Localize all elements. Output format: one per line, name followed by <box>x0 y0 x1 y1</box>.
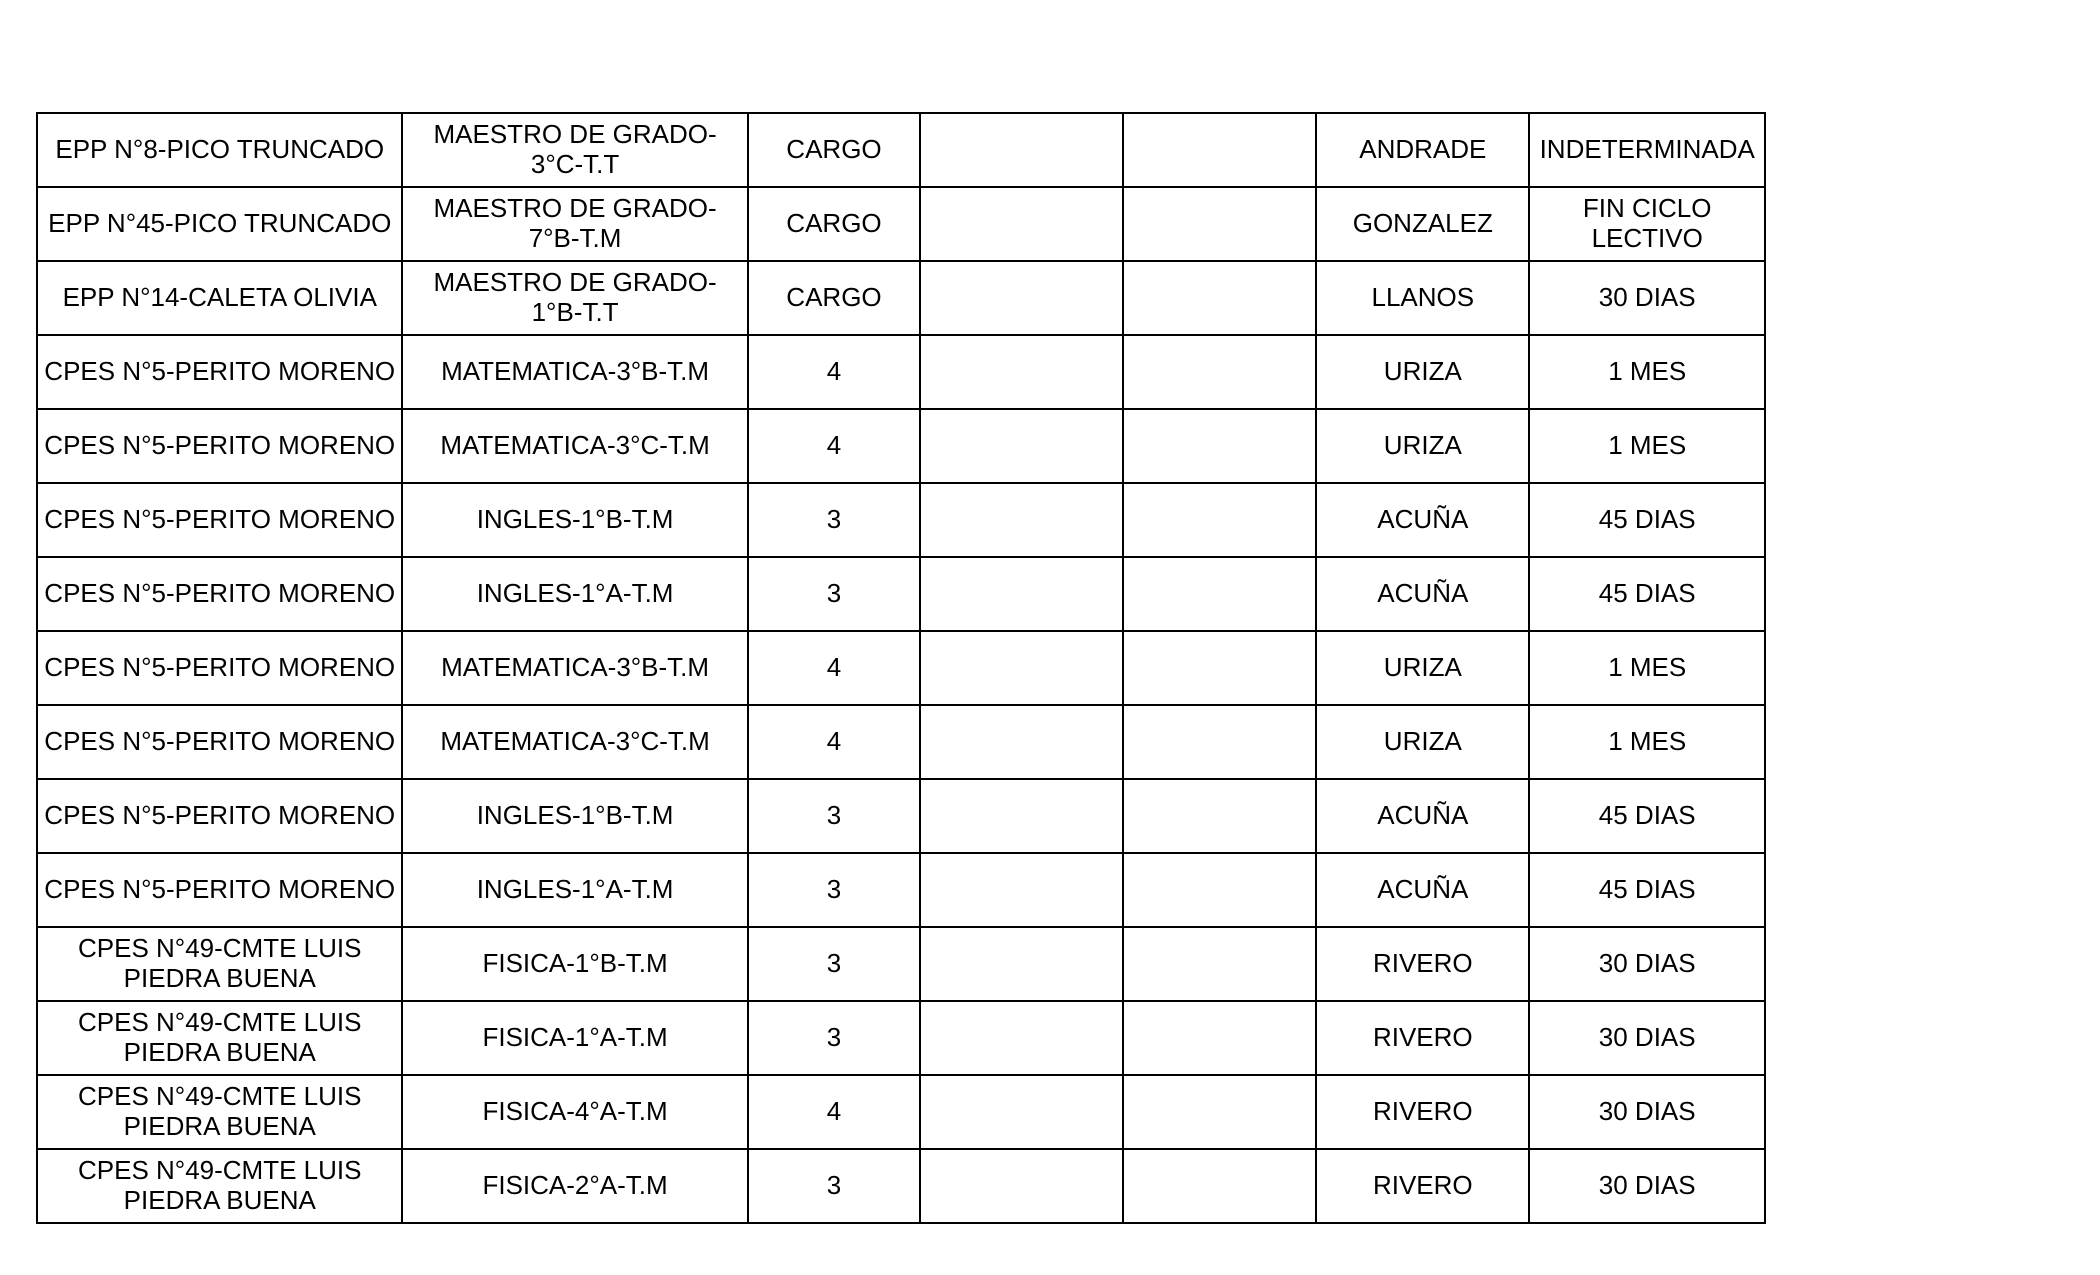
cell-school: CPES N°49-CMTE LUIS PIEDRA BUENA <box>37 1075 402 1149</box>
cell-school: EPP N°8-PICO TRUNCADO <box>37 113 402 187</box>
table-row <box>37 1001 1765 1075</box>
cell-blank-1 <box>920 853 1123 927</box>
cell-position: MAESTRO DE GRADO-3°C-T.T <box>402 113 747 187</box>
cell-duration: 1 MES <box>1529 631 1765 705</box>
cell-duration: INDETERMINADA <box>1529 113 1765 187</box>
cell-blank-1 <box>920 631 1123 705</box>
cell-position: INGLES-1°A-T.M <box>402 557 747 631</box>
cell-hours: 3 <box>748 927 921 1001</box>
cell-school: CPES N°49-CMTE LUIS PIEDRA BUENA <box>37 927 402 1001</box>
table-row <box>37 557 1765 631</box>
cell-school: CPES N°5-PERITO MORENO <box>37 705 402 779</box>
cell-hours: 3 <box>748 1001 921 1075</box>
cell-duration: 1 MES <box>1529 705 1765 779</box>
assignments-table-body <box>37 113 1765 1223</box>
cell-blank-1 <box>920 409 1123 483</box>
cell-blank-1 <box>920 779 1123 853</box>
cell-blank-2 <box>1123 1001 1316 1075</box>
cell-duration: 30 DIAS <box>1529 1075 1765 1149</box>
cell-name: RIVERO <box>1316 1075 1529 1149</box>
cell-blank-1 <box>920 1149 1123 1223</box>
cell-blank-2 <box>1123 631 1316 705</box>
table-row <box>37 409 1765 483</box>
table-row <box>37 187 1765 261</box>
cell-duration: 1 MES <box>1529 335 1765 409</box>
cell-school: CPES N°5-PERITO MORENO <box>37 409 402 483</box>
cell-blank-2 <box>1123 261 1316 335</box>
cell-blank-1 <box>920 1001 1123 1075</box>
cell-name: ACUÑA <box>1316 779 1529 853</box>
table-row <box>37 335 1765 409</box>
cell-name: ACUÑA <box>1316 557 1529 631</box>
cell-blank-2 <box>1123 853 1316 927</box>
cell-blank-1 <box>920 705 1123 779</box>
cell-position: MAESTRO DE GRADO-7°B-T.M <box>402 187 747 261</box>
cell-position: MATEMATICA-3°C-T.M <box>402 409 747 483</box>
table-row <box>37 705 1765 779</box>
table-row <box>37 261 1765 335</box>
cell-hours: 3 <box>748 483 921 557</box>
cell-hours: 3 <box>748 1149 921 1223</box>
assignments-table <box>36 112 1766 1224</box>
cell-name: URIZA <box>1316 335 1529 409</box>
cell-blank-2 <box>1123 335 1316 409</box>
cell-position: FISICA-1°B-T.M <box>402 927 747 1001</box>
cell-name: ACUÑA <box>1316 483 1529 557</box>
cell-duration: 30 DIAS <box>1529 1001 1765 1075</box>
cell-name: RIVERO <box>1316 1001 1529 1075</box>
cell-hours: CARGO <box>748 187 921 261</box>
cell-school: CPES N°5-PERITO MORENO <box>37 853 402 927</box>
cell-position: MATEMATICA-3°B-T.M <box>402 631 747 705</box>
cell-school: CPES N°5-PERITO MORENO <box>37 631 402 705</box>
table-row <box>37 1149 1765 1223</box>
cell-position: FISICA-4°A-T.M <box>402 1075 747 1149</box>
cell-blank-2 <box>1123 779 1316 853</box>
cell-blank-2 <box>1123 187 1316 261</box>
cell-hours: 4 <box>748 1075 921 1149</box>
cell-position: MAESTRO DE GRADO-1°B-T.T <box>402 261 747 335</box>
cell-duration: 45 DIAS <box>1529 853 1765 927</box>
table-row <box>37 779 1765 853</box>
cell-blank-1 <box>920 113 1123 187</box>
cell-school: CPES N°49-CMTE LUIS PIEDRA BUENA <box>37 1001 402 1075</box>
cell-name: GONZALEZ <box>1316 187 1529 261</box>
cell-blank-1 <box>920 927 1123 1001</box>
cell-name: LLANOS <box>1316 261 1529 335</box>
cell-duration: FIN CICLO LECTIVO <box>1529 187 1765 261</box>
cell-hours: 3 <box>748 853 921 927</box>
cell-position: INGLES-1°A-T.M <box>402 853 747 927</box>
cell-hours: 4 <box>748 335 921 409</box>
cell-blank-2 <box>1123 557 1316 631</box>
cell-hours: CARGO <box>748 261 921 335</box>
cell-duration: 45 DIAS <box>1529 557 1765 631</box>
cell-name: URIZA <box>1316 705 1529 779</box>
cell-hours: CARGO <box>748 113 921 187</box>
cell-position: MATEMATICA-3°C-T.M <box>402 705 747 779</box>
cell-school: EPP N°45-PICO TRUNCADO <box>37 187 402 261</box>
cell-school: CPES N°5-PERITO MORENO <box>37 483 402 557</box>
cell-position: FISICA-2°A-T.M <box>402 1149 747 1223</box>
cell-duration: 45 DIAS <box>1529 779 1765 853</box>
cell-blank-1 <box>920 261 1123 335</box>
cell-duration: 30 DIAS <box>1529 1149 1765 1223</box>
cell-blank-1 <box>920 335 1123 409</box>
cell-blank-2 <box>1123 483 1316 557</box>
cell-blank-1 <box>920 1075 1123 1149</box>
cell-name: ANDRADE <box>1316 113 1529 187</box>
cell-blank-2 <box>1123 409 1316 483</box>
cell-hours: 3 <box>748 557 921 631</box>
cell-duration: 30 DIAS <box>1529 261 1765 335</box>
cell-duration: 30 DIAS <box>1529 927 1765 1001</box>
cell-position: FISICA-1°A-T.M <box>402 1001 747 1075</box>
cell-position: INGLES-1°B-T.M <box>402 483 747 557</box>
cell-name: ACUÑA <box>1316 853 1529 927</box>
cell-duration: 1 MES <box>1529 409 1765 483</box>
table-row <box>37 853 1765 927</box>
cell-school: EPP N°14-CALETA OLIVIA <box>37 261 402 335</box>
cell-hours: 4 <box>748 705 921 779</box>
cell-blank-1 <box>920 483 1123 557</box>
cell-blank-1 <box>920 557 1123 631</box>
cell-hours: 4 <box>748 631 921 705</box>
cell-duration: 45 DIAS <box>1529 483 1765 557</box>
table-row <box>37 113 1765 187</box>
cell-school: CPES N°5-PERITO MORENO <box>37 335 402 409</box>
cell-school: CPES N°49-CMTE LUIS PIEDRA BUENA <box>37 1149 402 1223</box>
table-row <box>37 483 1765 557</box>
table-row <box>37 1075 1765 1149</box>
table-row <box>37 631 1765 705</box>
cell-name: URIZA <box>1316 409 1529 483</box>
cell-blank-2 <box>1123 1075 1316 1149</box>
cell-name: URIZA <box>1316 631 1529 705</box>
cell-school: CPES N°5-PERITO MORENO <box>37 557 402 631</box>
cell-blank-2 <box>1123 705 1316 779</box>
cell-hours: 4 <box>748 409 921 483</box>
assignments-table-container <box>36 112 1766 1224</box>
cell-name: RIVERO <box>1316 927 1529 1001</box>
cell-hours: 3 <box>748 779 921 853</box>
cell-position: INGLES-1°B-T.M <box>402 779 747 853</box>
table-row <box>37 927 1765 1001</box>
cell-blank-2 <box>1123 927 1316 1001</box>
cell-school: CPES N°5-PERITO MORENO <box>37 779 402 853</box>
cell-position: MATEMATICA-3°B-T.M <box>402 335 747 409</box>
cell-blank-2 <box>1123 113 1316 187</box>
cell-name: RIVERO <box>1316 1149 1529 1223</box>
cell-blank-2 <box>1123 1149 1316 1223</box>
cell-blank-1 <box>920 187 1123 261</box>
